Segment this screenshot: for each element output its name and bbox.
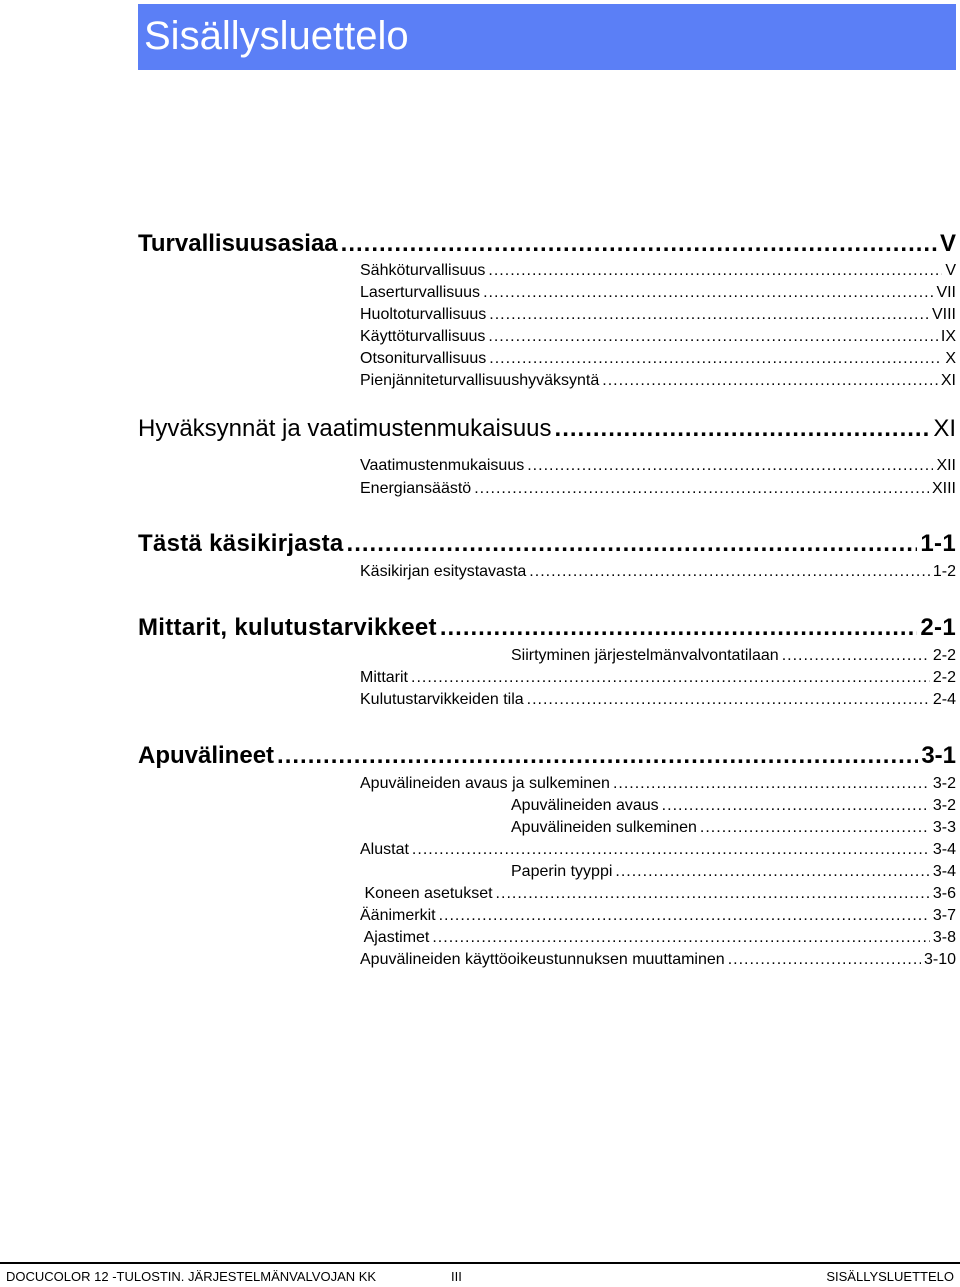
toc-entry-title: Kulutustarvikkeiden tila	[360, 691, 524, 708]
toc-entry-title: Käsikirjan esitystavasta	[360, 563, 527, 580]
toc-entry[interactable]	[360, 455, 956, 477]
footer-section-name: SISÄLLYSLUETTELO	[826, 1269, 954, 1284]
toc-page-number: 3-4	[932, 841, 956, 858]
toc-leader	[488, 326, 937, 348]
toc-entry[interactable]	[360, 348, 956, 370]
toc-entry-title: Alustat	[360, 841, 409, 858]
toc-entry-title: Siirtyminen järjestelmänvalvontatilaan	[511, 647, 779, 664]
toc-page-number: 3-6	[932, 885, 956, 902]
toc-entry[interactable]	[360, 304, 956, 326]
toc-page-number: IX	[940, 328, 956, 345]
toc-entry-title: Huoltoturvallisuus	[360, 306, 487, 323]
toc-entry[interactable]	[360, 561, 956, 583]
toc-page-number: 3-8	[932, 929, 956, 946]
toc-page-number: 2-1	[920, 614, 956, 641]
toc-page-number: XI	[933, 415, 956, 442]
footer-page-number: III	[451, 1269, 462, 1284]
toc-entry[interactable]	[360, 478, 956, 500]
toc-entry[interactable]	[360, 282, 956, 304]
toc-entry[interactable]	[360, 883, 956, 905]
toc-section-title: Tästä käsikirjasta	[138, 530, 344, 557]
toc-page-number: 3-2	[932, 797, 956, 814]
toc-leader	[440, 613, 918, 643]
toc-leader	[432, 927, 930, 949]
toc-leader	[527, 689, 930, 711]
toc-entry[interactable]	[511, 645, 956, 667]
toc-leader	[529, 561, 930, 583]
toc-entry-title: Apuvälineiden sulkeminen	[511, 819, 697, 836]
toc-entry-title: Äänimerkit	[360, 907, 436, 924]
toc-section-title: Mittarit, kulutustarvikkeet	[138, 614, 437, 641]
toc-entry[interactable]	[360, 260, 956, 282]
toc-leader	[341, 229, 937, 259]
toc-leader	[728, 949, 921, 971]
toc-page-number: XIII	[931, 480, 956, 497]
toc-leader	[555, 414, 931, 444]
toc-leader	[489, 304, 929, 326]
toc-section-hyvaksynnat[interactable]	[138, 414, 956, 444]
toc-entry-title: Koneen asetukset	[360, 885, 493, 902]
toc-section-tasta-kasikirjasta[interactable]	[138, 529, 956, 559]
toc-entry-title: Otsoniturvallisuus	[360, 350, 487, 367]
toc-entry-title: Mittarit	[360, 669, 408, 686]
toc-page-number: 1-1	[920, 530, 956, 557]
toc-entry-title: Sähköturvallisuus	[360, 262, 486, 279]
toc-leader	[700, 817, 930, 839]
toc-entry[interactable]	[360, 689, 956, 711]
toc-leader	[489, 348, 942, 370]
toc-entry-title: Paperin tyyppi	[511, 863, 613, 880]
toc-page-number: 1-2	[932, 563, 956, 580]
toc-page-number: 3-7	[932, 907, 956, 924]
toc-leader	[347, 529, 918, 559]
toc-entry-title: Vaatimustenmukaisuus	[360, 457, 525, 474]
toc-entry-title: Pienjänniteturvallisuushyväksyntä	[360, 372, 600, 389]
toc-entry-title: Apuvälineiden avaus ja sulkeminen	[360, 775, 610, 792]
toc-entry[interactable]	[360, 927, 956, 949]
toc-page-number: 3-2	[932, 775, 956, 792]
toc-page-number: 3-4	[932, 863, 956, 880]
page-title: Sisällysluettelo	[144, 14, 409, 58]
toc-page-number: XI	[940, 372, 956, 389]
toc-entry-title: Käyttöturvallisuus	[360, 328, 486, 345]
toc-entry-title: Laserturvallisuus	[360, 284, 481, 301]
toc-leader	[662, 795, 930, 817]
toc-leader	[411, 667, 930, 689]
toc-page-number: 3-3	[932, 819, 956, 836]
toc-leader	[602, 370, 938, 392]
toc-page-number: 2-4	[932, 691, 956, 708]
toc-section-title: Hyväksynnät ja vaatimustenmukaisuus	[138, 415, 552, 442]
toc-leader	[527, 455, 933, 477]
toc-entry[interactable]	[360, 839, 956, 861]
toc-entry-title: Apuvälineiden käyttöoikeustunnuksen muuttaminen	[360, 951, 725, 968]
title-banner	[138, 4, 956, 70]
toc-page-number: 3-10	[923, 951, 956, 968]
toc-page-number: XII	[936, 457, 956, 474]
toc-entry[interactable]	[360, 905, 956, 927]
toc-page-number: VIII	[931, 306, 956, 323]
toc-leader	[488, 260, 942, 282]
toc-leader	[277, 741, 918, 771]
toc-page-number: 3-1	[921, 742, 956, 769]
toc-leader	[483, 282, 933, 304]
toc-section-apuvalineet[interactable]	[138, 741, 956, 771]
toc-entry[interactable]	[360, 949, 956, 971]
toc-entry[interactable]	[360, 667, 956, 689]
toc-leader	[615, 861, 929, 883]
toc-entry-title: Apuvälineiden avaus	[511, 797, 659, 814]
toc-page-number: 2-2	[932, 647, 956, 664]
toc-page-number: 2-2	[932, 669, 956, 686]
toc-entry[interactable]	[511, 795, 956, 817]
toc-entry[interactable]	[511, 861, 956, 883]
toc-page-number: V	[945, 262, 956, 279]
toc-leader	[439, 905, 930, 927]
toc-leader	[474, 478, 929, 500]
footer-document-title: DOCUCOLOR 12 -TULOSTIN. JÄRJESTELMÄNVALVOJAN KK	[6, 1269, 377, 1284]
toc-entry[interactable]	[360, 773, 956, 795]
toc-section-turvallisuusasiaa[interactable]	[138, 229, 956, 259]
toc-leader	[613, 773, 930, 795]
toc-entry[interactable]	[511, 817, 956, 839]
toc-section-mittarit[interactable]	[138, 613, 956, 643]
toc-entry-title: Ajastimet	[360, 929, 430, 946]
toc-entry[interactable]	[360, 326, 956, 348]
toc-entry-title: Energiansäästö	[360, 480, 472, 497]
toc-leader	[412, 839, 930, 861]
toc-section-title: Turvallisuusasiaa	[138, 230, 338, 257]
toc-leader	[496, 883, 930, 905]
toc-page-number: V	[939, 230, 956, 257]
footer-rule	[0, 1262, 960, 1264]
toc-leader	[782, 645, 930, 667]
toc-section-title: Apuvälineet	[138, 742, 275, 769]
toc-entry[interactable]	[360, 370, 956, 392]
toc-page-number: VII	[936, 284, 956, 301]
toc-page-number: X	[945, 350, 956, 367]
